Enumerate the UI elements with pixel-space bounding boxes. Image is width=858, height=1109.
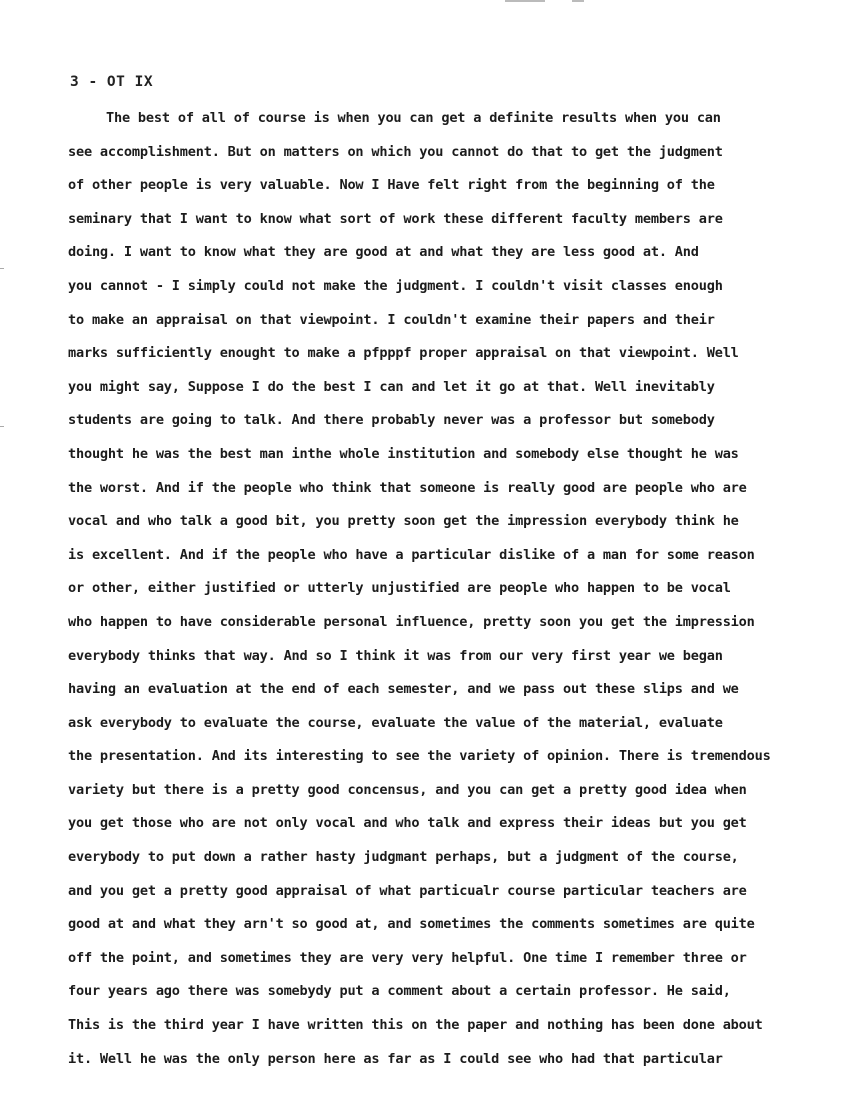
text-line: and you get a pretty good appraisal of what particualr course particular teachers are — [68, 882, 747, 899]
body-text — [68, 108, 843, 1082]
text-line: vocal and who talk a good bit, you pretty soon get the impression everybody think he — [68, 513, 739, 530]
text-line: seminary that I want to know what sort of work these different faculty members are — [68, 210, 723, 227]
text-line: the presentation. And its interesting to see the variety of opinion. There is tremendous — [68, 748, 771, 765]
text-line: students are going to talk. And there probably never was a professor but somebody — [68, 412, 715, 429]
text-line: thought he was the best man inthe whole institution and somebody else thought he was — [68, 445, 739, 462]
text-line: everybody to put down a rather hasty judgmant perhaps, but a judgment of the course, — [68, 849, 739, 866]
scan-artifact — [572, 0, 584, 2]
text-line: is excellent. And if the people who have a particular dislike of a man for some reason — [68, 546, 755, 563]
text-line: who happen to have considerable personal influence, pretty soon you get the impression — [68, 613, 755, 630]
text-line: to make an appraisal on that viewpoint. I couldn't examine their papers and their — [68, 311, 715, 328]
text-line: or other, either justified or utterly unjustified are people who happen to be vocal — [68, 580, 731, 597]
text-line: This is the third year I have written this on the paper and nothing has been done about — [68, 1017, 763, 1034]
text-line: you might say, Suppose I do the best I can and let it go at that. Well inevitably — [68, 378, 715, 395]
text-line: good at and what they arn't so good at, and sometimes the comments sometimes are quite — [68, 916, 755, 933]
page-header: 3 - OT IX — [70, 74, 154, 90]
text-line: see accomplishment. But on matters on which you cannot do that to get the judgment — [68, 143, 723, 160]
text-line: variety but there is a pretty good concensus, and you can get a pretty good idea when — [68, 781, 747, 798]
text-line: having an evaluation at the end of each semester, and we pass out these slips and we — [68, 681, 739, 698]
text-line: you cannot - I simply could not make the judgment. I couldn't visit classes enough — [68, 277, 723, 294]
text-line: marks sufficiently enought to make a pfpppf proper appraisal on that viewpoint. Well — [68, 345, 739, 362]
text-line: The best of all of course is when you can get a definite results when you can — [106, 110, 721, 126]
text-line: it. Well he was the only person here as far as I could see who had that particular — [68, 1050, 723, 1067]
scan-artifact — [505, 0, 545, 2]
text-line: doing. I want to know what they are good at and what they are less good at. And — [68, 244, 699, 261]
text-line: off the point, and sometimes they are very very helpful. One time I remember three or — [68, 949, 747, 966]
text-line: of other people is very valuable. Now I Have felt right from the beginning of the — [68, 177, 715, 194]
text-line: you get those who are not only vocal and who talk and express their ideas but you get — [68, 815, 747, 832]
margin-mark — [0, 268, 4, 269]
text-line: everybody thinks that way. And so I think it was from our very first year we began — [68, 647, 723, 664]
margin-mark — [0, 426, 4, 427]
text-line: four years ago there was somebydy put a comment about a certain professor. He said, — [68, 983, 731, 1000]
text-line: the worst. And if the people who think that someone is really good are people who are — [68, 479, 747, 496]
text-line: ask everybody to evaluate the course, evaluate the value of the material, evaluate — [68, 714, 723, 731]
